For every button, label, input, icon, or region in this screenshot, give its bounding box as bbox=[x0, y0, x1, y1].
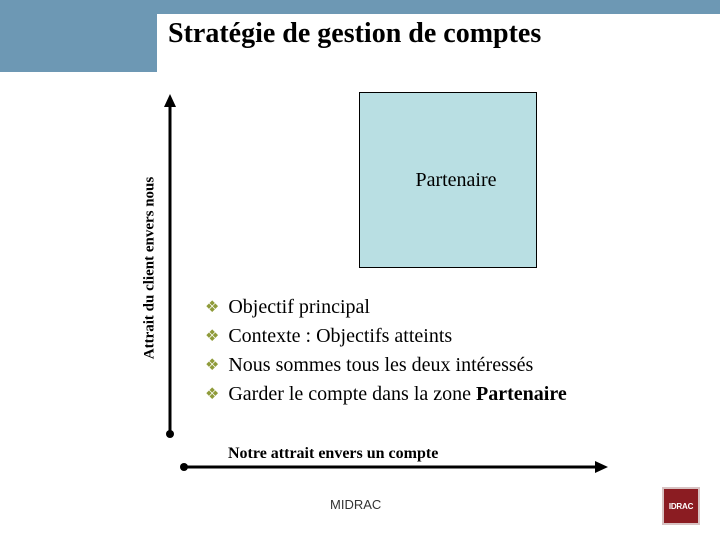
bullet-list bbox=[205, 293, 567, 409]
diamond-bullet-icon: ❖ bbox=[205, 297, 220, 316]
bullet-text: Nous sommes tous les deux intéressés bbox=[228, 354, 534, 376]
diamond-bullet-icon: ❖ bbox=[205, 326, 220, 345]
footer-text: MIDRAC bbox=[330, 497, 382, 512]
y-axis-label: Attrait du client envers nous bbox=[141, 176, 158, 360]
bullet-text: Contexte : Objectifs atteints bbox=[228, 325, 453, 347]
y-axis-end-dot bbox=[166, 430, 174, 438]
bullet-emphasis: Partenaire bbox=[476, 383, 567, 405]
bullet-text: Garder le compte dans la zone bbox=[228, 383, 477, 405]
bullet-item bbox=[205, 322, 567, 351]
logo-text: IDRAC bbox=[668, 501, 694, 511]
bullet-item bbox=[205, 351, 567, 380]
diamond-bullet-icon: ❖ bbox=[205, 384, 220, 403]
bullet-item bbox=[205, 293, 567, 322]
bullet-item bbox=[205, 380, 567, 409]
partner-quadrant-label: Partenaire bbox=[415, 168, 497, 191]
diamond-bullet-icon: ❖ bbox=[205, 355, 220, 374]
bullet-text: Objectif principal bbox=[228, 296, 370, 318]
idrac-logo bbox=[662, 487, 700, 525]
partner-quadrant bbox=[359, 92, 537, 268]
x-axis-label: Notre attrait envers un compte bbox=[228, 445, 439, 462]
x-axis-end-dot bbox=[180, 463, 188, 471]
x-axis-arrow-icon bbox=[595, 461, 608, 473]
y-axis-arrow-icon bbox=[164, 94, 176, 107]
slide-title: Stratégie de gestion de comptes bbox=[168, 18, 542, 49]
